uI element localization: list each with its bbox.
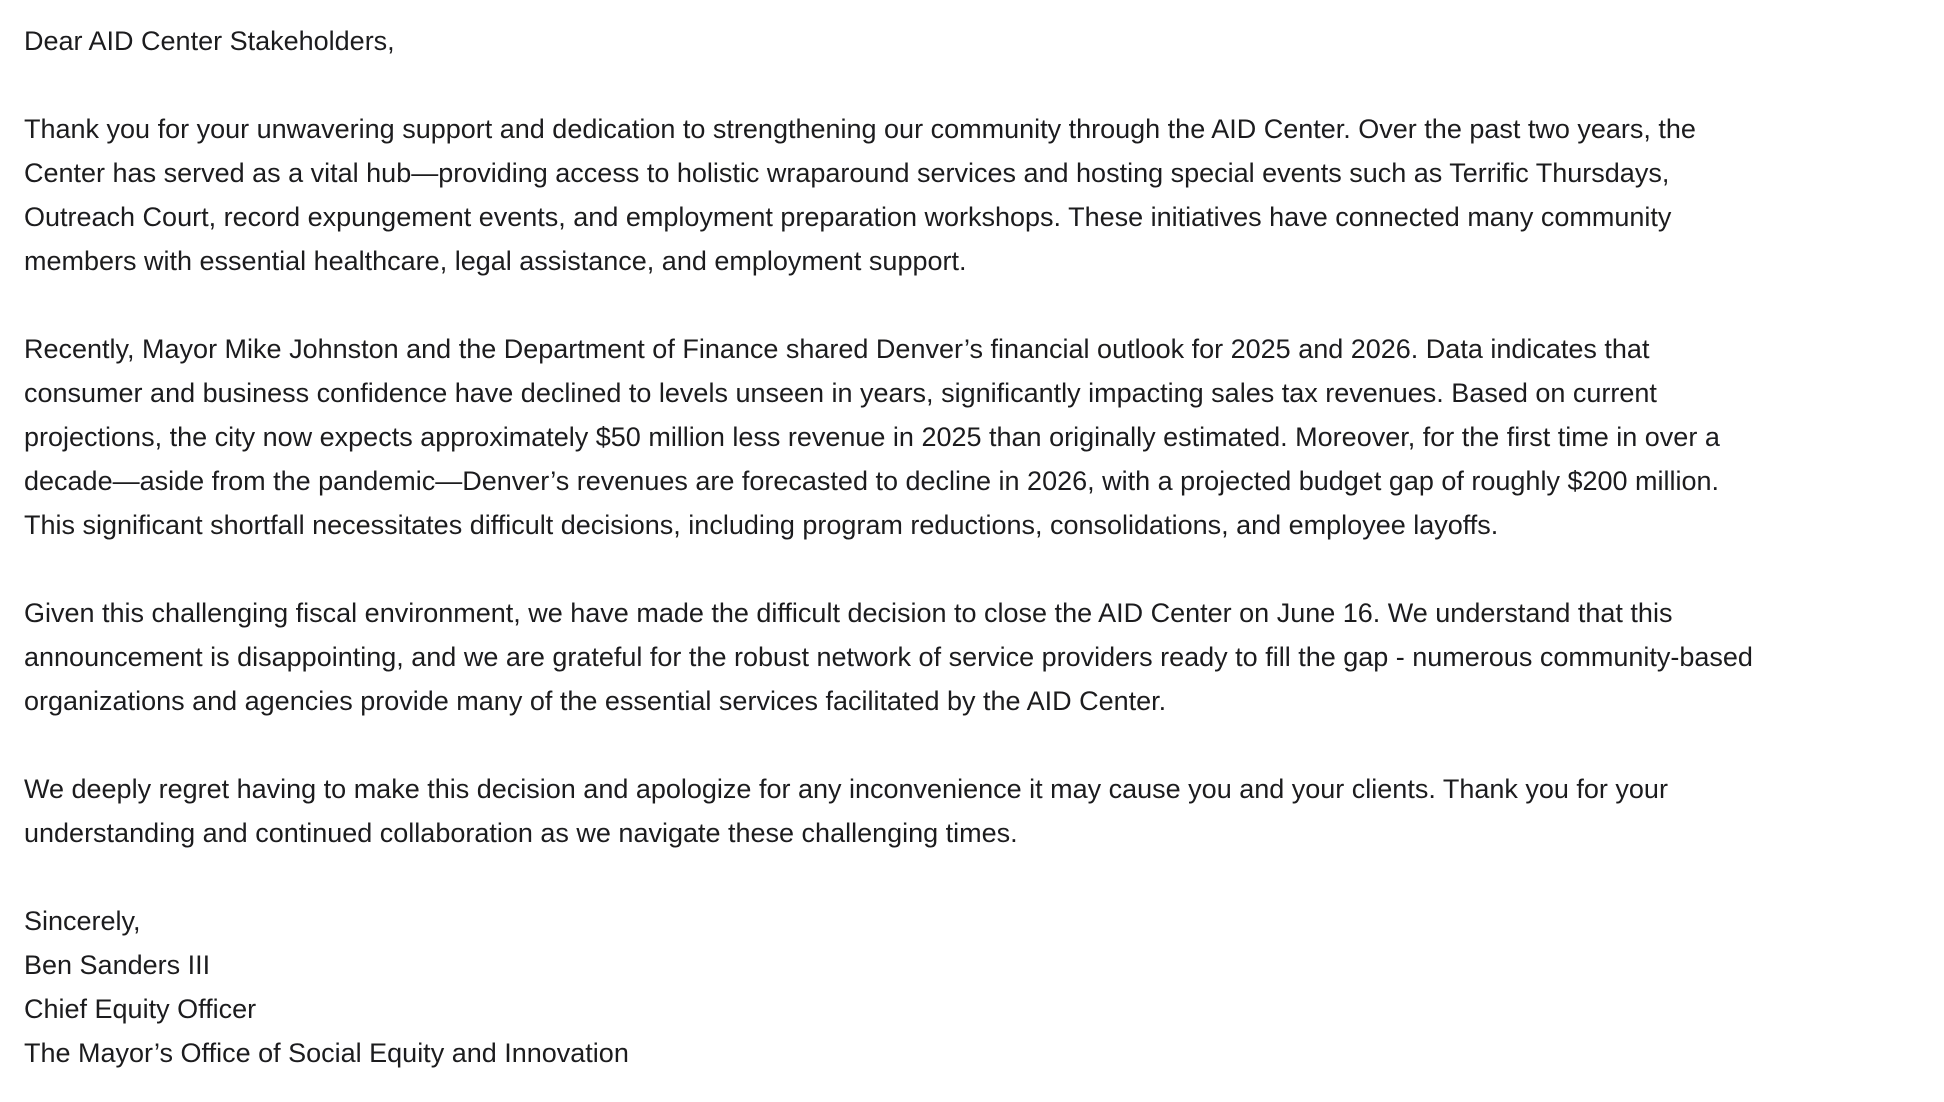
paragraph-closure-decision [24,591,1920,723]
letter-line: Recently, Mayor Mike Johnston and the Department of Finance shared Denver’s financial outlook for 2025 and 2026. Data indicates that [24,334,1650,364]
letter-line: Given this challenging fiscal environment, we have made the difficult decision to close the AID Center on June 16. We understand that this [24,598,1673,628]
signature-title: Chief Equity Officer [24,994,257,1024]
letter-line: members with essential healthcare, legal assistance, and employment support. [24,246,967,276]
paragraph-financial-outlook [24,327,1920,547]
paragraph-apology [24,767,1920,855]
letter-line: announcement is disappointing, and we are grateful for the robust network of service providers ready to fill the gap - numerous community-based [24,642,1753,672]
letter-line: We deeply regret having to make this decision and apologize for any inconvenience it may cause you and your clients. Thank you for your [24,774,1668,804]
letter-line: Outreach Court, record expungement events, and employment preparation workshops. These initiatives have connected many community [24,202,1672,232]
salutation: Dear AID Center Stakeholders, [24,26,395,56]
letter-line: decade—aside from the pandemic—Denver’s revenues are forecasted to decline in 2026, with a projected budget gap of roughly $200 million. [24,466,1720,496]
signature-closing: Sincerely, [24,906,141,936]
letter-line: organizations and agencies provide many of the essential services facilitated by the AID Center. [24,686,1167,716]
letter-line: This significant shortfall necessitates difficult decisions, including program reductions, consolidations, and employee layoffs. [24,510,1499,540]
salutation-paragraph [24,19,1920,63]
signature-organization: The Mayor’s Office of Social Equity and Innovation [24,1038,629,1068]
letter-line: understanding and continued collaboration as we navigate these challenging times. [24,818,1018,848]
letter-line: consumer and business confidence have declined to levels unseen in years, significantly impacting sales tax revenues. Based on current [24,378,1657,408]
letter-line: Thank you for your unwavering support and dedication to strengthening our community through the AID Center. Over the past two years, the [24,114,1696,144]
signature-block [24,899,1920,1075]
paragraph-thank-you [24,107,1920,283]
letter-line: Center has served as a vital hub—providing access to holistic wraparound services and hosting special events such as Terrific Thursdays, [24,158,1670,188]
letter-line: projections, the city now expects approximately $50 million less revenue in 2025 than originally estimated. Moreover, for the first time in over a [24,422,1720,452]
signature-name: Ben Sanders III [24,950,211,980]
